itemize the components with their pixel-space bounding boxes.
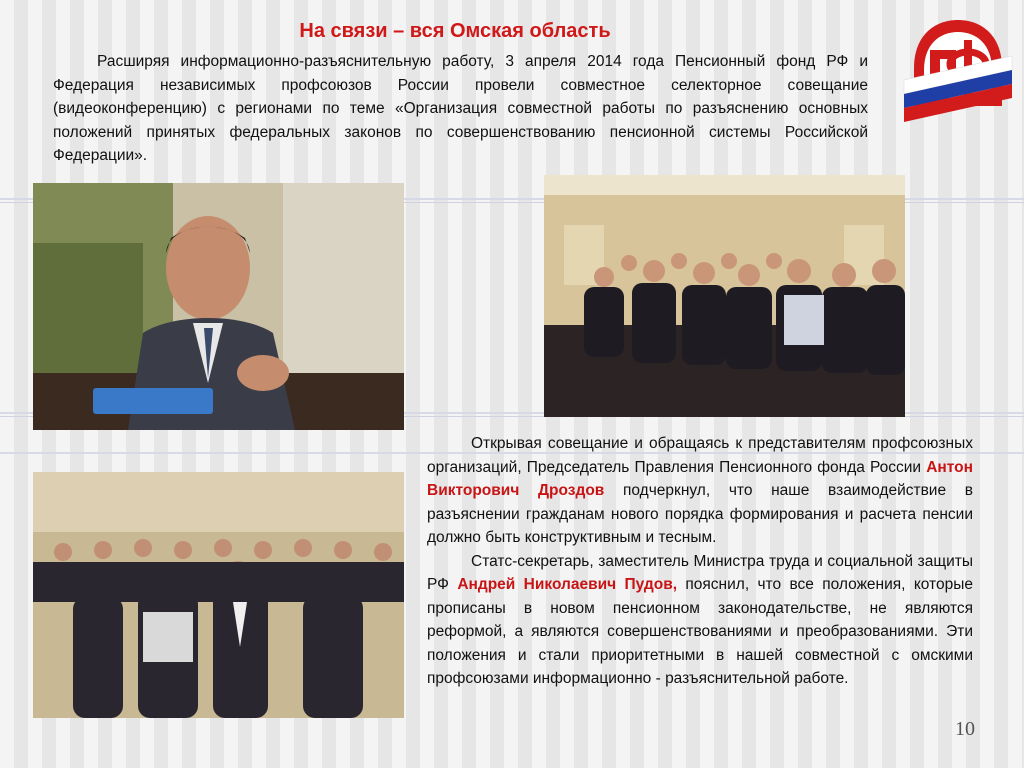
paragraph-2-before: Статс-секретарь, заместитель Министра труда и социальной защиты РФ [427,552,973,593]
photo-audience-hall [544,175,905,417]
paragraph-2-after: пояснил, что все положения, которые прописаны в новом пенсионном законодательстве, не являются реформой, а являются совершенствованиями и преобразованиями. Эти положения и стали приоритетными в нашей совместной с омскими профсоюзами информационно - разъяснительной работе. [427,576,973,687]
pfr-logo [900,6,1016,122]
paragraph-pudov [427,550,973,691]
intro-text: Расширяя информационно-разъяснительную работу, 3 апреля 2014 года Пенсионный фонд РФ и Федерация независимых профсоюзов России провели совместное селекторное совещание (видеоконференцию) с регионами по теме «Организация совместной работы по разъяснению основных положений принятых федеральных законов по совершенствованию пенсионной системы Российской Федерации». [53,53,868,164]
body-text [427,432,973,691]
paragraph-1-before: Открывая совещание и обращаясь к представителям профсоюзных организаций, Председатель Правления Пенсионного фонда России [427,435,973,476]
photo-audience-participants [33,472,404,718]
page-number: 10 [955,718,975,740]
paragraph-1-after: подчеркнул, что наше взаимодействие в разъяснении гражданам нового порядка формирования и расчета пенсии должно быть конструктивным и тесным. [427,482,974,546]
name-pudov: Андрей Николаевич Пудов, [457,576,678,593]
name-drozdov: Антон Викторович Дроздов [427,458,973,499]
paragraph-drozdov [427,432,973,550]
intro-paragraph [53,50,868,168]
photo-speaker [33,183,404,430]
slide-title: На связи – вся Омская область [299,20,611,42]
